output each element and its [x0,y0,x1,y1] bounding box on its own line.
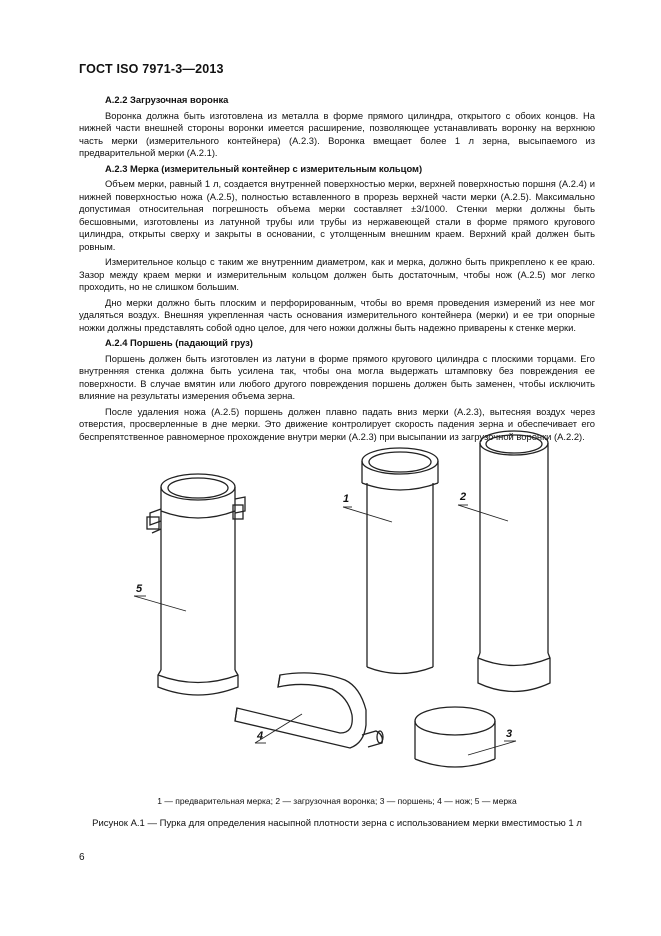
piston-drawing [415,707,495,767]
section-heading-funnel: А.2.2 Загрузочная воронка [105,94,229,105]
leader-lines [134,505,516,755]
figure-label-1: 1 [343,493,350,505]
loading-funnel-drawing [478,431,550,692]
figure-label-4: 4 [257,730,264,742]
paragraph: Воронка должна быть изготовлена из металла в форме прямого цилиндра, открытого с обоих концов. На нижней части внешней стороны воронки имеется расширение, позволяющее устанавливать воронку на верхнюю часть мерки (измерительного контейнера) (А.2.3). Воронка вмещает более 1 л зерна, высыпаемого из предварительной мерки (А.2.1). [79,109,595,158]
paragraph: Поршень должен быть изготовлен из латуни в форме прямого кругового цилиндра с плоскими торцами. Его внутренняя стенка должна быть усилена так, чтобы она могла выдержать штамповку без повреждения ее поверхности. В случае вмятин или любого другого повреждения поршень должен быть заменен, чтобы исключить влияние на результаты измерения объема зерна. [79,352,595,401]
paragraph: Измерительное кольцо с таким же внутренним диаметром, как и мерка, должно быть прикреплено к ее краю. Зазор между краем мерки и измерительным кольцом должен быть достаточным, чтобы нож (А.2.5) мог легко проходить, но не слишком большим. [79,256,595,292]
paragraph: Объем мерки, равный 1 л, создается внутренней поверхностью мерки, верхней поверхностью поршня (А.2.4) и нижней поверхностью ножа (А.2.5), полностью вставленного в прорезь верхней части мерки (А.2.5). Максимально допустимая относительная погрешность объема мерки составляет ±3/1000. Стенки мерки должны быть бесшовными, изготовлены из латунной трубы или трубы из нержавеющей стали в форме прямого кругового цилиндра, открыты сверху и закрыты в основании, с утолщенным внешним краем. Верхний край должен быть ровным. [79,178,595,252]
page-number: 6 [79,852,85,863]
section-heading-piston: А.2.4 Поршень (падающий груз) [105,337,253,348]
figure-label-3: 3 [506,728,513,740]
figure-label-5: 5 [136,583,143,595]
figure-caption: Рисунок А.1 — Пурка для определения насыпной плотности зерна с использованием мерки вместимостью 1 л [92,818,582,829]
figure-legend: 1 — предварительная мерка; 2 — загрузочная воронка; 3 — поршень; 4 — нож; 5 — мерка [157,796,517,806]
paragraph: После удаления ножа (А.2.5) поршень должен плавно падать вниз мерки (А.2.3), вытесняя воздух через отверстия, просверленные в дне мерки. Это движение контролирует скорость падения зерна и обеспечивает его беспрепятственное равномерное прохождение внутри мерки (А.2.3) при высыпании из загрузочной воронки (А.2.2). [79,405,595,442]
figure-label-2: 2 [460,491,467,503]
figure-apparatus [100,425,580,795]
document-header: ГОСТ ISO 7971-3—2013 [79,62,224,76]
measure-drawing [147,474,245,695]
paragraph: Дно мерки должно быть плоским и перфорированным, чтобы во время проведения измерений из нее мог удаляться воздух. Внешняя укрепленная часть основания измерительного контейнера (мерки) и ее три опорные ножки должны представлять собой одно целое, для чего ножки должны быть надежно приварены к стенке мерки. [79,296,595,333]
preliminary-measure-drawing [362,448,438,674]
document-body [79,94,595,446]
section-heading-measure: А.2.3 Мерка (измерительный контейнер с измерительным кольцом) [105,162,423,174]
